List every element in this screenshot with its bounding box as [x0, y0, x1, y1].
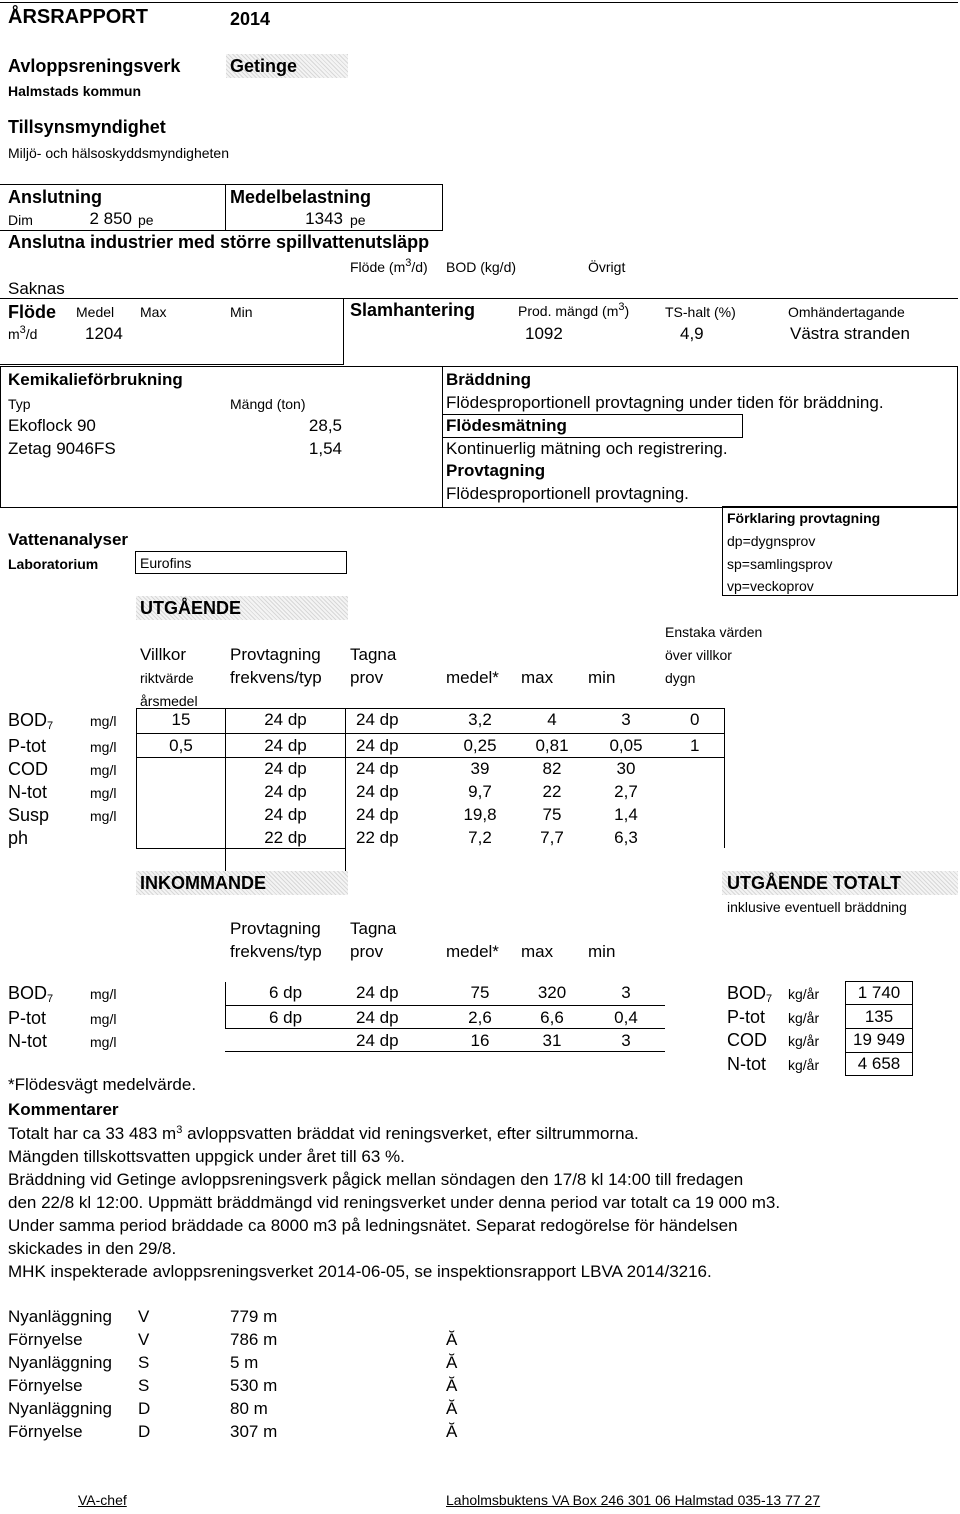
- municipality: Halmstads kommun: [8, 83, 142, 99]
- incoming-hdr-mean: medel*: [446, 942, 499, 961]
- flow-mean-value: 1204: [85, 324, 123, 343]
- sludge-col-ts: TS-halt (%): [665, 304, 736, 320]
- comment-line: MHK inspekterade avloppsreningsverket 2014-06-05, se inspektionsrapport LBVA 2014/3216.: [8, 1262, 712, 1281]
- flow-col-min: Min: [230, 304, 253, 320]
- lab-label: Laboratorium: [8, 556, 99, 572]
- footer-left: VA-chef: [78, 1492, 127, 1508]
- flow-label: Flöde: [8, 302, 56, 322]
- chemicals-col-amount: Mängd (ton): [230, 396, 306, 412]
- comment-line: Bräddning vid Getinge avloppsreningsverk pågick mellan söndagen den 17/8 kl 14:00 till fredagen: [8, 1170, 744, 1189]
- outgoing-hdr-max: max: [521, 668, 554, 687]
- incoming-hdr-sampling2: frekvens/typ: [230, 942, 322, 961]
- incoming-hdr-taken2: prov: [350, 942, 384, 961]
- outgoing-hdr-taken: Tagna: [350, 645, 397, 664]
- chemical-type: Ekoflock 90: [8, 416, 96, 435]
- industries-label: Anslutna industrier med större spillvattenutsläpp: [8, 232, 430, 252]
- comments-label: Kommentarer: [8, 1100, 119, 1119]
- dim-label: Dim: [8, 212, 33, 228]
- legend-item: vp=veckoprov: [727, 578, 814, 594]
- comment-line: den 22/8 kl 12:00. Uppmätt bräddmängd vid reningsverket under denna period var totalt ca 19 000 m3.: [8, 1193, 781, 1212]
- report-year: 2014: [230, 9, 271, 29]
- plant-label: Avloppsreningsverk: [8, 56, 181, 76]
- chemical-amount: 28,5: [308, 416, 342, 435]
- comment-line: Mängden tillskottsvatten uppgick under året till 63 %.: [8, 1147, 405, 1166]
- load-value: 1343: [305, 209, 343, 228]
- incoming-title: INKOMMANDE: [140, 873, 266, 893]
- chemicals-col-type: Typ: [8, 396, 31, 412]
- footer-contact: Laholmsbuktens VA Box 246 301 06 Halmstad 035-13 77 27: [446, 1492, 821, 1508]
- plant-name: Getinge: [230, 56, 298, 76]
- incoming-hdr-sampling: Provtagning: [230, 919, 321, 938]
- outgoing-hdr-conditions: Villkor: [140, 645, 186, 664]
- legend-title: Förklaring provtagning: [727, 510, 881, 526]
- outgoing-title: UTGÅENDE: [140, 598, 242, 618]
- report-title: ÅRSRAPPORT: [8, 6, 149, 28]
- water-label: Vattenanalyser: [8, 530, 129, 549]
- lab-value: Eurofins: [140, 555, 192, 571]
- flow-unit: $m^3/d$: [8, 324, 38, 342]
- overflow-text: Flödesproportionell provtagning under tiden för bräddning.: [446, 393, 884, 412]
- industries-value: Saknas: [8, 279, 65, 298]
- chemical-type: Zetag 9046FS: [8, 439, 116, 458]
- chemical-amount: 1,54: [308, 439, 342, 458]
- dim-value: 2 850: [89, 209, 132, 228]
- outgoing-hdr-taken2: prov: [350, 668, 384, 687]
- comment-line: skickades in den 29/8.: [8, 1239, 177, 1258]
- connection-label: Anslutning: [8, 187, 102, 207]
- chemicals-label: Kemikalieförbrukning: [8, 370, 183, 389]
- outgoing-hdr-conditions3: årsmedel: [140, 693, 198, 709]
- total-subtitle: inklusive eventuell bräddning: [727, 899, 907, 915]
- outgoing-hdr-single2: över villkor: [665, 647, 732, 663]
- outgoing-hdr-sampling2: frekvens/typ: [230, 668, 322, 687]
- outgoing-hdr-single3: dygn: [665, 670, 696, 686]
- overflow-measure-label: Flödesmätning: [446, 416, 567, 435]
- load-unit: pe: [350, 212, 366, 228]
- sludge-prod-value: 1092: [525, 324, 563, 343]
- sludge-col-prod: Prod. mängd $(m^3)$: [518, 301, 630, 319]
- industries-col-flow: Flöde $(m^3/d)$: [350, 257, 428, 275]
- authority-name: Miljö- och hälsoskyddsmyndigheten: [8, 145, 229, 161]
- incoming-hdr-taken: Tagna: [350, 919, 397, 938]
- dim-unit: pe: [138, 212, 154, 228]
- incoming-hdr-max: max: [521, 942, 554, 961]
- flow-col-mean: Medel: [76, 304, 115, 320]
- industries-col-other: Övrigt: [588, 259, 626, 275]
- overflow-label: Bräddning: [446, 370, 531, 389]
- comment-line: Under samma period bräddade ca 8000 m3 på ledningsnätet. Separat redogörelse för händelsen: [8, 1216, 738, 1235]
- industries-col-bod: BOD (kg/d): [446, 259, 517, 275]
- comment-line: Totalt har ca 33 483 $m^3$ avloppsvatten bräddat vid reningsverket, efter siltrummorna.: [8, 1124, 639, 1143]
- overflow-sampling-text: Flödesproportionell provtagning.: [446, 484, 689, 503]
- outgoing-hdr-sampling: Provtagning: [230, 645, 321, 664]
- outgoing-hdr-conditions2: riktvärde: [140, 670, 194, 686]
- sludge-label: Slamhantering: [350, 300, 476, 320]
- footnote: *Flödesvägt medelvärde.: [8, 1075, 197, 1094]
- sludge-ts-value: 4,9: [680, 324, 704, 343]
- load-label: Medelbelastning: [230, 187, 372, 207]
- legend-item: dp=dygnsprov: [727, 533, 816, 549]
- flow-col-max: Max: [140, 304, 167, 320]
- sludge-col-handling: Omhändertagande: [788, 304, 905, 320]
- sludge-handling-value: Västra stranden: [790, 324, 911, 343]
- overflow-measure-text: Kontinuerlig mätning och registrering.: [446, 439, 728, 458]
- incoming-hdr-min: min: [588, 942, 616, 961]
- legend-item: sp=samlingsprov: [727, 556, 833, 572]
- overflow-sampling-label: Provtagning: [446, 461, 546, 480]
- authority-label: Tillsynsmyndighet: [8, 117, 166, 137]
- outgoing-hdr-mean: medel*: [446, 668, 499, 687]
- total-title: UTGÅENDE TOTALT: [727, 873, 901, 893]
- outgoing-hdr-min: min: [588, 668, 616, 687]
- outgoing-hdr-single: Enstaka värden: [665, 624, 763, 640]
